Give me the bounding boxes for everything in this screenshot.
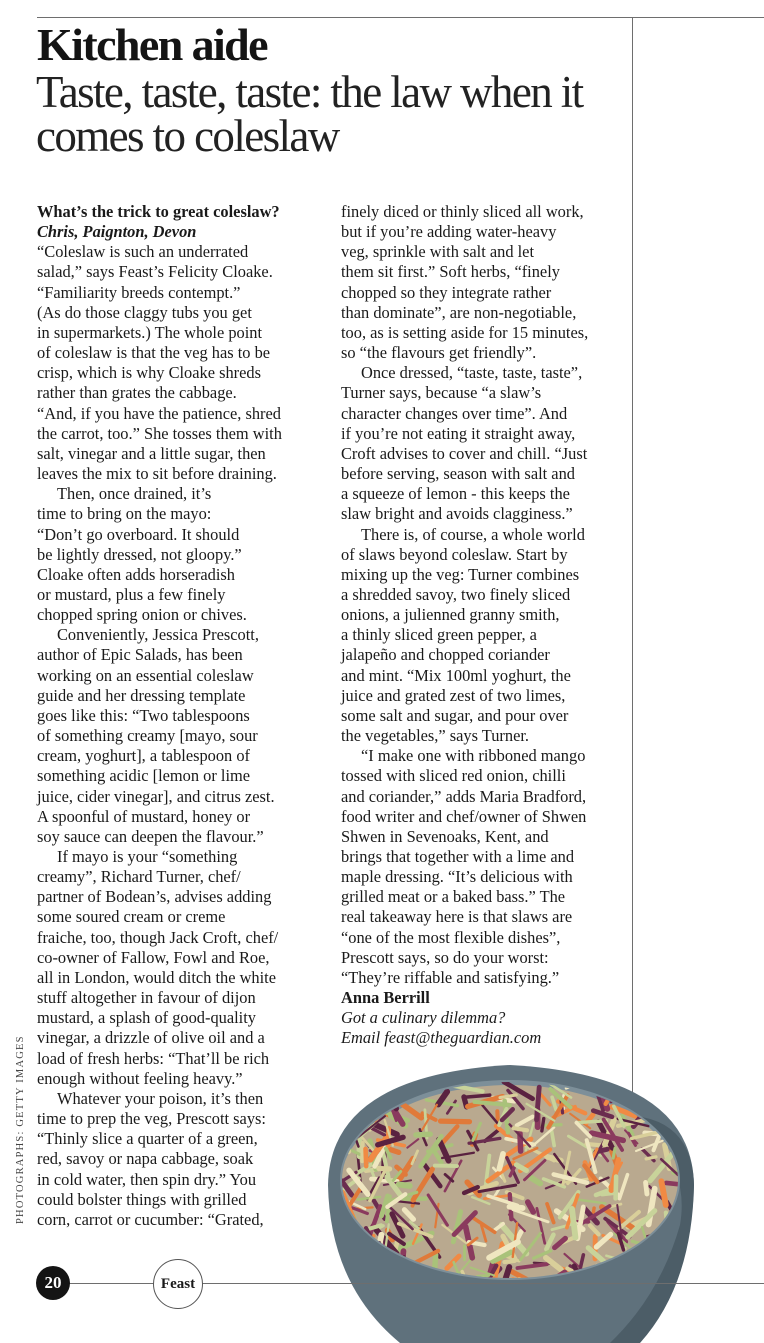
slaw-strand — [552, 1131, 555, 1146]
bottom-rule — [37, 1283, 764, 1284]
text-line: of slaws beyond coleslaw. Start by — [341, 544, 568, 564]
text-line: in supermarkets.) The whole point — [37, 322, 263, 342]
text-line: load of fresh herbs: “That’ll be rich — [37, 1048, 270, 1068]
slaw-strand — [332, 1093, 355, 1096]
text-line: juice, cider vinegar], and citrus zest. — [37, 786, 275, 806]
text-line: veg, sprinkle with salt and let — [341, 242, 535, 262]
slaw-strand — [663, 1080, 673, 1096]
slaw-strand — [440, 1121, 469, 1122]
slaw-strand — [660, 1097, 670, 1103]
text-line: “Thinly slice a quarter of a green, — [37, 1129, 258, 1149]
section-kicker: Kitchen aide — [37, 19, 267, 70]
slaw-strand — [499, 1154, 503, 1169]
text-line: real takeaway here is that slaws are — [341, 907, 573, 927]
text-line[interactable]: Email feast@theguardian.com — [341, 1028, 542, 1048]
text-line: so “the flavours get friendly”. — [341, 343, 537, 363]
text-line: and coriander,” adds Maria Bradford, — [341, 786, 587, 806]
slaw-strand — [616, 1177, 617, 1199]
text-line: mustard, a splash of good-quality — [37, 1008, 256, 1028]
text-line: fraiche, too, though Jack Croft, chef/ — [37, 927, 279, 947]
text-line: goes like this: “Two tablespoons — [37, 705, 250, 725]
text-line: the carrot, too.” She tosses them with — [37, 423, 282, 443]
text-line: and mint. “Mix 100ml yoghurt, the — [341, 665, 571, 685]
text-line: co-owner of Fallow, Fowl and Roe, — [37, 947, 270, 967]
text-line: brings that together with a lime and — [341, 847, 575, 866]
text-line: author of Epic Salads, has been — [37, 645, 243, 665]
text-line: “I make one with ribboned mango — [361, 746, 586, 766]
text-line: some salt and sugar, and pour over — [341, 705, 569, 725]
text-line: finely diced or thinly sliced all work, — [341, 202, 584, 221]
text-line: too, as is setting aside for 15 minutes, — [341, 322, 589, 342]
text-line: grilled meat or a baked bass.” The — [341, 887, 566, 907]
slaw-strand — [416, 1134, 430, 1135]
photo-credit: PHOTOGRAPHS: GETTY IMAGES — [15, 1035, 26, 1224]
text-line: Shwen in Sevenoaks, Kent, and — [341, 826, 549, 846]
text-line: corn, carrot or cucumber: “Grated, — [37, 1209, 264, 1229]
slaw-strand — [359, 1089, 360, 1115]
text-line: time to prep the veg, Prescott says: — [37, 1109, 266, 1129]
text-line: time to bring on the mayo: — [37, 504, 212, 524]
coleslaw-bowl-photo — [320, 1055, 700, 1343]
article-column-1 — [37, 202, 337, 1230]
text-line: vinegar, a drizzle of olive oil and a — [37, 1028, 265, 1048]
slaw-strand — [359, 1082, 383, 1099]
text-line: Whatever your poison, it’s then — [57, 1088, 264, 1108]
text-line: Got a culinary dilemma? — [341, 1008, 506, 1028]
text-line: if you’re not eating it straight away, — [341, 423, 576, 443]
slaw-strand — [578, 1121, 606, 1123]
slaw-strand — [646, 1182, 647, 1194]
text-line: leaves the mix to sit before draining. — [37, 464, 277, 484]
text-line: “They’re riffable and satisfying.” — [341, 967, 560, 987]
text-line: cream, yoghurt], a tablespoon of — [37, 746, 251, 766]
text-line: salt, vinegar and a little sugar, then — [37, 443, 266, 463]
text-line: rather than grates the cabbage. — [37, 383, 237, 403]
text-line: juice and grated zest of two limes, — [341, 685, 566, 705]
slaw-strand — [572, 1209, 575, 1237]
text-line: all in London, would ditch the white — [37, 967, 276, 987]
text-line: the vegetables,” says Turner. — [341, 726, 530, 746]
text-line: Croft advises to cover and chill. “Just — [341, 443, 588, 463]
slaw-strand — [657, 1086, 678, 1100]
text-line: of something creamy [mayo, sour — [37, 726, 258, 746]
text-line: before serving, season with salt and — [341, 464, 575, 484]
slaw-strand — [399, 1184, 410, 1185]
text-line: stuff altogether in favour of dijon — [37, 988, 256, 1008]
slaw-strand — [328, 1087, 352, 1088]
text-line: a shredded savoy, two finely sliced — [341, 584, 571, 604]
text-line: in cold water, then spin dry.” You — [37, 1169, 257, 1189]
slaw-strand — [629, 1086, 665, 1089]
slaw-strand — [510, 1207, 523, 1208]
text-line: character changes over time”. And — [341, 403, 568, 423]
slaw-strand — [671, 1116, 681, 1120]
text-line: mixing up the veg: Turner combines — [341, 564, 580, 584]
text-line: food writer and chef/owner of Shwen — [341, 806, 587, 826]
slaw-strand — [361, 1095, 370, 1100]
text-line: be lightly dressed, not gloopy.” — [37, 544, 242, 564]
text-line: Then, once drained, it’s — [57, 484, 212, 504]
text-line: or mustard, plus a few finely — [37, 584, 226, 604]
question-author: Chris, Paignton, Devon — [37, 222, 197, 242]
section-badge: Feast — [153, 1259, 203, 1309]
text-line: chopped spring onion or chives. — [37, 605, 247, 625]
text-line: A spoonful of mustard, honey or — [37, 806, 251, 826]
text-line: maple dressing. “It’s delicious with — [341, 867, 573, 887]
text-line: jalapeño and chopped coriander — [341, 645, 550, 665]
article-column-2 — [341, 202, 641, 1049]
text-line: guide and her dressing template — [37, 685, 246, 705]
slaw-strand — [537, 1087, 540, 1120]
slaw-strand — [504, 1261, 514, 1262]
text-line: tossed with sliced red onion, chilli — [341, 766, 566, 786]
text-line: If mayo is your “something — [57, 847, 238, 866]
slaw-strand — [366, 1149, 367, 1166]
text-line: Once dressed, “taste, taste, taste”, — [361, 363, 583, 383]
text-line: of coleslaw is that the veg has to be — [37, 343, 271, 363]
slaw-strand — [646, 1157, 656, 1159]
slaw-strand — [362, 1143, 363, 1161]
text-line: “Don’t go overboard. It should — [37, 524, 240, 544]
text-line: crisp, which is why Cloake shreds — [37, 363, 261, 383]
slaw-strand — [669, 1098, 675, 1107]
text-line: but if you’re adding water-heavy — [341, 222, 557, 242]
text-line: could bolster things with grilled — [37, 1189, 247, 1209]
text-line: onions, a julienned granny smith, — [341, 605, 560, 625]
slaw-strand — [676, 1082, 697, 1103]
text-line: There is, of course, a whole world — [361, 524, 585, 544]
question-heading: What’s the trick to great coleslaw? — [37, 202, 280, 221]
text-line: “Coleslaw is such an underrated — [37, 242, 249, 262]
text-line: Prescott says, so do your worst: — [341, 947, 549, 967]
slaw-strand — [464, 1095, 489, 1097]
text-line: chopped so they integrate rather — [341, 282, 552, 302]
text-line: a squeeze of lemon - this keeps the — [341, 484, 570, 504]
headline: Taste, taste, taste: the law when it comes to coleslaw — [36, 67, 583, 161]
text-line: partner of Bodean’s, advises adding — [37, 887, 272, 907]
text-line: creamy”, Richard Turner, chef/ — [37, 867, 241, 887]
text-line: something acidic [lemon or lime — [37, 766, 251, 786]
slaw-strand — [613, 1148, 615, 1158]
text-line: red, savoy or napa cabbage, soak — [37, 1149, 254, 1169]
slaw-strand — [513, 1128, 527, 1130]
text-line: some soured cream or creme — [37, 907, 226, 927]
text-line: than dominate”, are non-negotiable, — [341, 302, 577, 322]
text-line: working on an essential coleslaw — [37, 665, 254, 685]
text-line: a thinly sliced green pepper, a — [341, 625, 537, 645]
slaw-strand — [362, 1093, 376, 1102]
page-number: 20 — [36, 1266, 70, 1300]
text-line: Cloake often adds horseradish — [37, 564, 236, 584]
text-line: Turner says, because “a slaw’s — [341, 383, 542, 403]
text-line: salad,” says Feast’s Felicity Cloake. — [37, 262, 273, 282]
text-line: slaw bright and avoids clagginess.” — [341, 504, 573, 524]
text-line: enough without feeling heavy.” — [37, 1068, 243, 1088]
text-line: “And, if you have the patience, shred — [37, 403, 281, 423]
slaw-strand — [542, 1119, 544, 1131]
text-line: “Familiarity breeds contempt.” — [37, 282, 241, 302]
text-line: (As do those claggy tubs you get — [37, 302, 252, 322]
text-line: them sit first.” Soft herbs, “finely — [341, 262, 560, 282]
text-line: Anna Berrill — [341, 988, 430, 1008]
text-line: “one of the most flexible dishes”, — [341, 927, 561, 947]
text-line: Conveniently, Jessica Prescott, — [57, 625, 259, 645]
text-line: soy sauce can deepen the flavour.” — [37, 826, 264, 846]
